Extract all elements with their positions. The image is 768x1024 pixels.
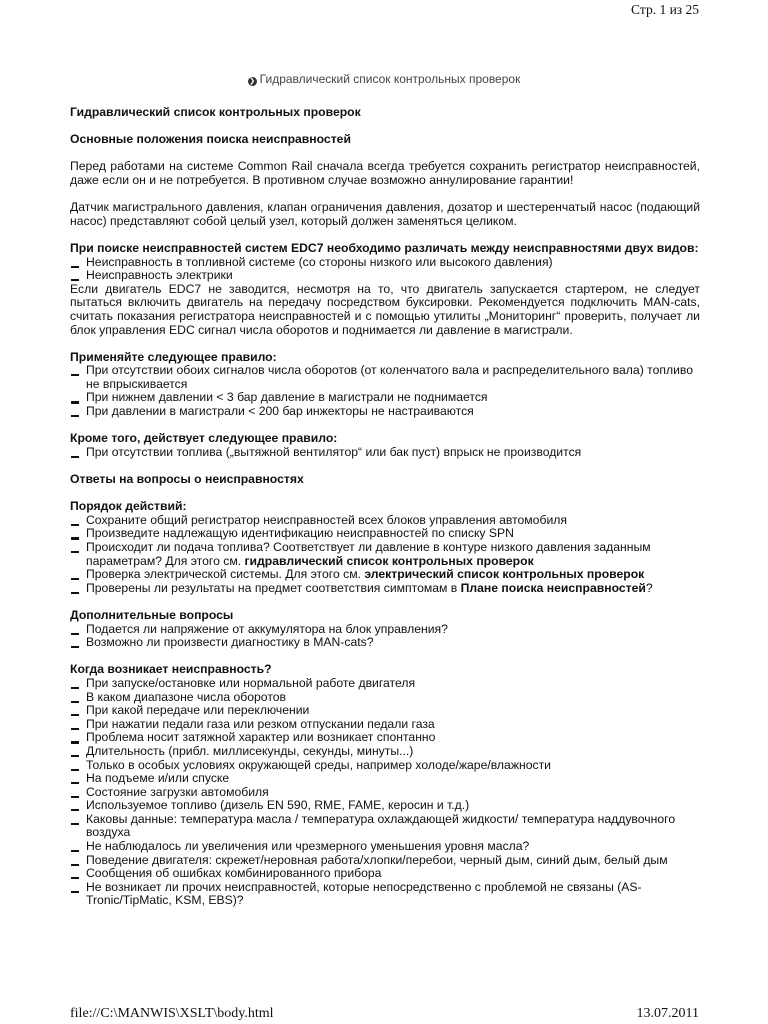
footer-date: 13.07.2011 — [636, 1006, 699, 1021]
list-item — [70, 582, 700, 596]
paragraph-rail-sensor-unit: Датчик магистрального давления, клапан ограничения давления, дозатор и шестеренчатый насос (подающий насос) представляют собой целый узел, который должен заменяться целиком. — [70, 200, 700, 228]
section-heading-basics: Основные положения поиска неисправностей — [70, 132, 351, 147]
rule-list — [70, 364, 700, 418]
document-title: Гидравлический список контрольных проверок — [70, 105, 361, 119]
list-item: При запуске/остановке или нормальной работе двигателя — [70, 677, 700, 691]
list-item: Используемое топливо (дизель EN 590, RME, FAME, керосин и т.д.) — [70, 799, 700, 813]
section-heading-answers: Ответы на вопросы о неисправностях — [70, 472, 304, 487]
list-item: Состояние загрузки автомобиля — [70, 786, 700, 800]
list-item: При отсутствии обоих сигналов числа оборотов (от коленчатого вала и распределительного вала) топливо не впрыскивается — [70, 364, 700, 391]
list-item: При нижнем давлении < 3 бар давление в магистрали не поднимается — [70, 391, 700, 405]
list-item: Неисправность электрики — [70, 269, 700, 283]
hydraulic-checklist-link[interactable]: гидравлический список контрольных проверок — [244, 553, 534, 568]
paragraph-edc7-no-start: Если двигатель EDC7 не заводится, несмотря на то, что двигатель запускается стартером, не следует пытаться включить двигатель на передачу посредством буксировки. Рекомендуется подключить MAN-cats, считать показания регистратора неисправностей и с помощью утилиты „Мониторинг“ проверить, получает ли блок управления EDC сигнал числа оборотов и поднимается ли давление в магистрали. — [70, 281, 700, 337]
electrical-checklist-link[interactable]: электрический список контрольных проверок — [364, 567, 645, 582]
list-item: Проблема носит затяжной характер или возникает спонтанно — [70, 731, 700, 745]
breadcrumb-label: Гидравлический список контрольных проверок — [259, 72, 521, 86]
list-item: Подается ли напряжение от аккумулятора на блок управления? — [70, 623, 700, 637]
when-list — [70, 677, 700, 908]
list-item: Не возникает ли прочих неисправностей, которые непосредственно с проблемой не связаны (AS-Tronic/TipMatic, KSM, EBS)? — [70, 881, 700, 908]
troubleshooting-plan-link[interactable]: Плане поиска неисправностей — [460, 580, 646, 595]
list-item: Каковы данные: температура масла / температура охлаждающей жидкости/ температура наддувочного воздуха — [70, 813, 700, 840]
section-heading-rule: Применяйте следующее правило: — [70, 349, 277, 364]
procedure-list — [70, 514, 700, 596]
document-body — [70, 106, 700, 908]
list-item: При давлении в магистрали < 200 бар инжекторы не настраиваются — [70, 405, 700, 419]
list-item — [70, 541, 700, 568]
list-item: В каком диапазоне числа оборотов — [70, 691, 700, 705]
list-item: Поведение двигателя: скрежет/неровная работа/хлопки/перебои, черный дым, синий дым, белый дым — [70, 854, 700, 868]
section-heading-additional-rule: Кроме того, действует следующее правило: — [70, 431, 338, 446]
section-heading-when: Когда возникает неисправность? — [70, 662, 272, 677]
additional-rule-list — [70, 446, 700, 460]
list-item-text: Происходит ли подача топлива? Соответствует ли давление в контуре низкого давления заданным параметрам? Для этого см. — [86, 540, 651, 568]
footer-file-path: file://C:\MANWIS\XSLT\body.html — [70, 1006, 274, 1021]
list-item-end: ? — [645, 580, 653, 595]
list-item: При нажатии педали газа или резком отпускании педали газа — [70, 718, 700, 732]
fault-types-list — [70, 256, 700, 283]
list-item: На подъеме и/или спуске — [70, 772, 700, 786]
section-heading-edc7: При поиске неисправностей систем EDC7 необходимо различать между неисправностями двух видов: — [70, 240, 699, 255]
extra-questions-list — [70, 623, 700, 650]
list-item: Сохраните общий регистратор неисправностей всех блоков управления автомобиля — [70, 514, 700, 528]
list-item: Возможно ли произвести диагностику в MAN-cats? — [70, 636, 700, 650]
page-number: Стр. 1 из 25 — [631, 2, 699, 17]
list-item-text: Проверены ли результаты на предмет соответствия симптомам в — [86, 580, 461, 595]
list-item: При отсутствии топлива („вытяжной вентилятор“ или бак пуст) впрыск не производится — [70, 446, 700, 460]
list-item: Не наблюдалось ли увеличения или чрезмерного уменьшения уровня масла? — [70, 840, 700, 854]
section-heading-extra-questions: Дополнительные вопросы — [70, 607, 234, 622]
list-item: Только в особых условиях окружающей среды, например холоде/жаре/влажности — [70, 759, 700, 773]
section-heading-procedure: Порядок действий: — [70, 499, 187, 514]
list-item: Длительность (прибл. миллисекунды, секунды, минуты...) — [70, 745, 700, 759]
list-item: При какой передаче или переключении — [70, 704, 700, 718]
list-item: Произведите надлежащую идентификацию неисправностей по списку SPN — [70, 527, 700, 541]
list-item: Сообщения об ошибках комбинированного прибора — [70, 867, 700, 881]
arrow-bullet-icon: ❯ — [249, 78, 256, 85]
list-item: Неисправность в топливной системе (со стороны низкого или высокого давления) — [70, 256, 700, 270]
list-item-text: Проверка электрической системы. Для этого см. — [86, 567, 365, 582]
paragraph-save-registrar: Перед работами на системе Common Rail сначала всегда требуется сохранить регистратор неисправностей, даже если он и не потребуется. В противном случае возможно аннулирование гарантии! — [70, 159, 700, 187]
breadcrumb[interactable] — [0, 72, 768, 86]
list-item — [70, 568, 700, 582]
